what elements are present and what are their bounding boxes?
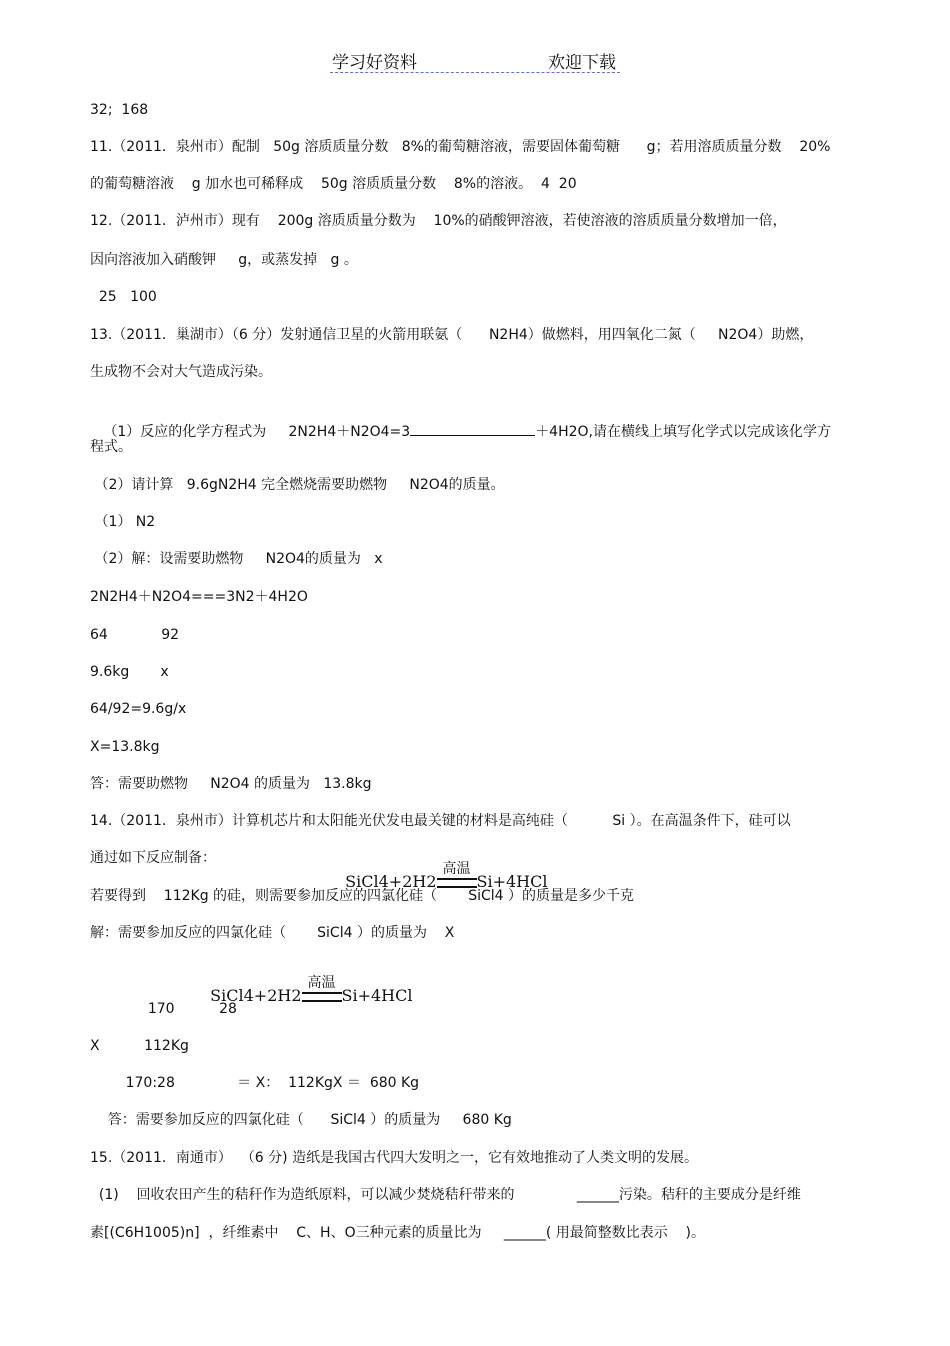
text-line: （2）请计算 9.6gN2H4 完全燃烧需要助燃物 N2O4的质量。 xyxy=(90,477,505,493)
text-line: 170:28 ＝ X： 112KgX ＝ 680 Kg xyxy=(90,1075,420,1091)
text-line: 15.（2011．南通市） （6 分) 造纸是我国古代四大发明之一，它有效地推动了人类文明的发展。 xyxy=(90,1150,699,1166)
text-line: X 112Kg xyxy=(90,1038,189,1054)
text-line: 因向溶液加入硝酸钾 g，或蒸发掉 g 。 xyxy=(90,252,358,268)
equation-rhs: Si+4HCl xyxy=(341,986,413,1005)
text-line: 14.（2011．泉州市）计算机芯片和太阳能光伏发电最关键的材料是高纯硅（ Si ）。在高温条件下，硅可以 xyxy=(90,813,791,829)
condition-label: 高温 xyxy=(442,861,471,877)
text-line: （1） N2 xyxy=(90,514,156,530)
text-line: 生成物不会对大气造成污染。 xyxy=(90,364,272,380)
text-line: 170 28 xyxy=(90,1001,237,1017)
reaction-condition xyxy=(302,975,342,1006)
text-line: 解：需要参加反应的四氯化硅（ SiCl4 ）的质量为 X xyxy=(90,925,455,941)
header-left-text: 学习好资料 xyxy=(332,53,417,73)
text-line: 答：需要参加反应的四氯化硅（ SiCl4 ）的质量为 680 Kg xyxy=(90,1112,512,1128)
text-line: 32; 168 xyxy=(90,102,149,118)
text-line: 若要得到 112Kg 的硅，则需要参加反应的四氯化硅（ SiCl4 ）的质量是多少千克 xyxy=(90,888,634,904)
text-line: 2N2H4＋N2O4===3N2＋4H2O xyxy=(90,589,308,605)
text-line: 通过如下反应制备： xyxy=(90,850,216,866)
text-line: 25 100 xyxy=(90,289,157,305)
text-line: X=13.8kg xyxy=(90,739,160,755)
text-line: 64/92=9.6g/x xyxy=(90,701,187,717)
text-line: 13.（2011．巢湖市）（6 分）发射通信卫星的火箭用联氨（ N2H4）做燃料，用四氧化二氮（ N2O4）助燃， xyxy=(90,327,814,343)
text-line: 64 92 xyxy=(90,627,180,643)
text-line: 12.（2011．泸州市）现有 200g 溶质质量分数为 10%的硝酸钾溶液，若使溶液的溶质质量分数增加一倍， xyxy=(90,213,787,229)
text-line: 素[(C6H1005)n] ，纤维素中 C、H、O三种元素的质量比为 ______( 用最简整数比表示 )。 xyxy=(90,1225,706,1241)
equation-lhs: SiCl4+2H2 xyxy=(210,986,302,1005)
condition-label: 高温 xyxy=(307,975,336,991)
page-header xyxy=(330,48,620,73)
text-line: 11.（2011．泉州市）配制 50g 溶质质量分数 8%的葡萄糖溶液，需要固体葡萄糖 g；若用溶质质量分数 20% xyxy=(90,139,831,155)
equation-rhs: Si+4HCl xyxy=(476,872,548,891)
answer-blank xyxy=(410,420,535,436)
equation-lhs: SiCl4+2H2 xyxy=(345,872,437,891)
text-line: （2）解：设需要助燃物 N2O4的质量为 x xyxy=(90,551,383,567)
text-line: (1) 回收农田产生的秸秆作为造纸原料，可以减少焚烧秸秆带来的 ______污染。秸秆的主要成分是纤维 xyxy=(90,1187,801,1203)
text-segment: ＋4H2O,请在横线上填写化学式以完成该化学方 xyxy=(535,424,831,440)
text-line: 程式。 xyxy=(90,439,132,455)
text-line: 答：需要助燃物 N2O4 的质量为 13.8kg xyxy=(90,776,372,792)
text-line: 9.6kg x xyxy=(90,664,169,680)
text-line xyxy=(90,400,831,442)
equal-sign xyxy=(302,992,342,1002)
text-line: 的葡萄糖溶液 g 加水也可稀释成 50g 溶质质量分数 8%的溶液。 4 20 xyxy=(90,176,577,192)
text-segment: （1）反应的化学方程式为 2N2H4＋N2O4=3 xyxy=(98,424,411,440)
header-right-text: 欢迎下载 xyxy=(548,53,616,73)
